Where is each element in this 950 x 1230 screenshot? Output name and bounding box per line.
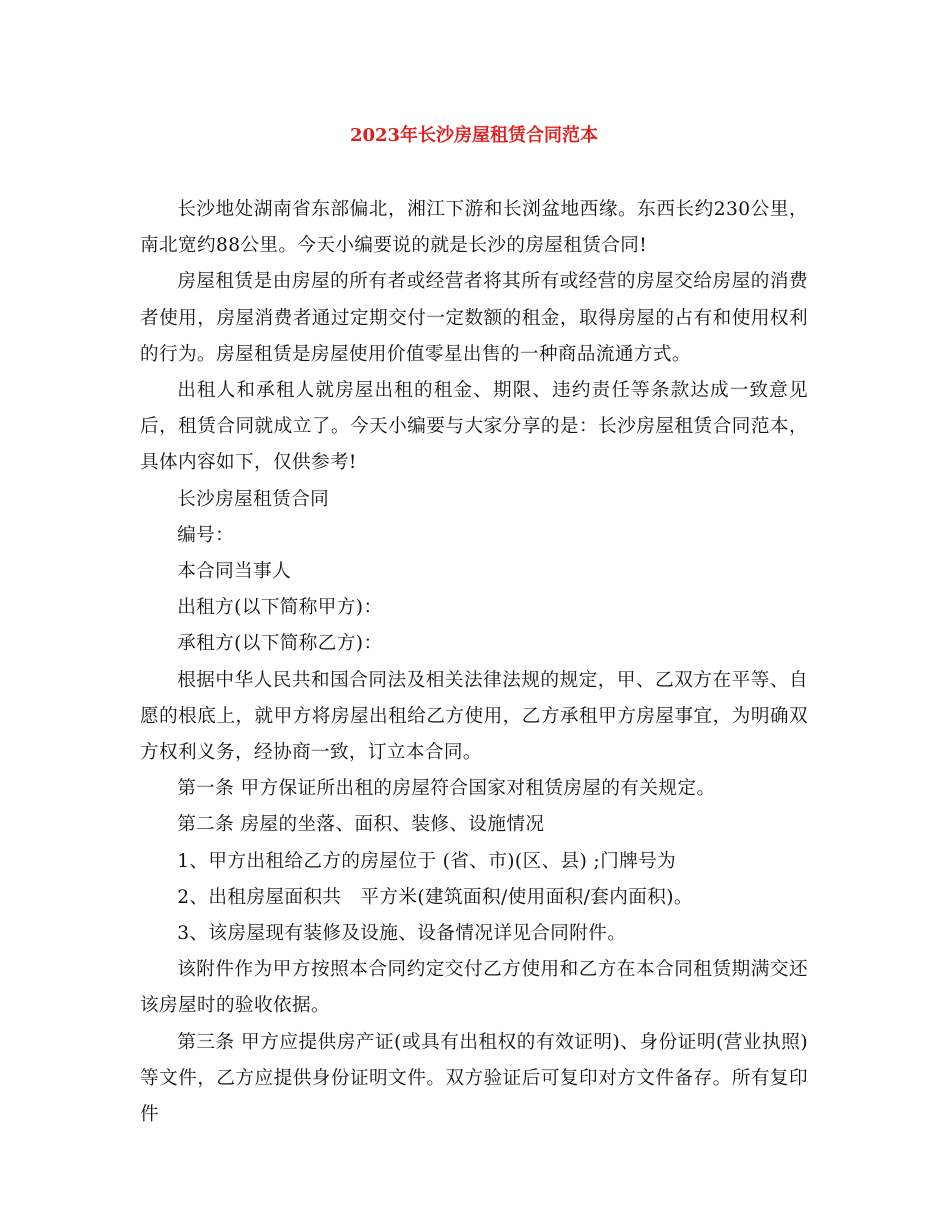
article-1: 第一条 甲方保证所出租的房屋符合国家对租赁房屋的有关规定。 xyxy=(177,778,716,800)
article-2-heading: 第二条 房屋的坐落、面积、装修、设施情况 xyxy=(177,814,545,836)
paragraph-intro-location: 长沙地处湖南省东部偏北，湘江下游和长浏盆地西缘。东西长约230公里，南北宽约88公里。今天小编要说的就是长沙的房屋租赁合同! xyxy=(140,199,808,257)
lessor-label: 出租方(以下简称甲方)： xyxy=(177,597,383,619)
paragraph-contract-formation: 出租人和承租人就房屋出租的租金、期限、违约责任等条款达成一致意见后，租赁合同就成立了。今天小编要与大家分享的是：长沙房屋租赁合同范本，具体内容如下，仅供参考! xyxy=(140,380,808,474)
paragraph-attachment-note: 该附件作为甲方按照本合同约定交付乙方使用和乙方在本合同租赁期满交还该房屋时的验收依据。 xyxy=(140,959,808,1017)
article-2-item-1: 1、甲方出租给乙方的房屋位于 (省、市)(区、县) ;门牌号为 xyxy=(177,850,677,872)
lessee-label: 承租方(以下简称乙方)： xyxy=(177,633,383,655)
article-3: 第三条 甲方应提供房产证(或具有出租权的有效证明)、身份证明(营业执照)等文件，乙方应提供身份证明文件。双方验证后可复印对方文件备存。所有复印件 xyxy=(140,1031,808,1126)
article-2-item-3: 3、该房屋现有装修及设施、设备情况详见合同附件。 xyxy=(177,923,627,945)
parties-label: 本合同当事人 xyxy=(177,561,292,583)
article-2-item-2: 2、出租房屋面积共 平方米(建筑面积/使用面积/套内面积)。 xyxy=(177,886,693,908)
document-body xyxy=(140,192,808,1133)
paragraph-legal-basis: 根据中华人民共和国合同法及相关法律法规的规定，甲、乙双方在平等、自愿的根底上，就甲方将房屋出租给乙方使用，乙方承租甲方房屋事宜，为明确双方权利义务，经协商一致，订立本合同。 xyxy=(140,669,808,764)
paragraph-rental-definition: 房屋租赁是由房屋的所有者或经营者将其所有或经营的房屋交给房屋的消费者使用，房屋消费者通过定期交付一定数额的租金，取得房屋的占有和使用权利的行为。房屋租赁是房屋使用价值零星出售的一种商品流通方式。 xyxy=(140,271,808,365)
document-title: 2023年长沙房屋租赁合同范本 xyxy=(349,125,599,146)
contract-heading: 长沙房屋租赁合同 xyxy=(177,488,330,510)
contract-number-label: 编号： xyxy=(177,524,235,546)
